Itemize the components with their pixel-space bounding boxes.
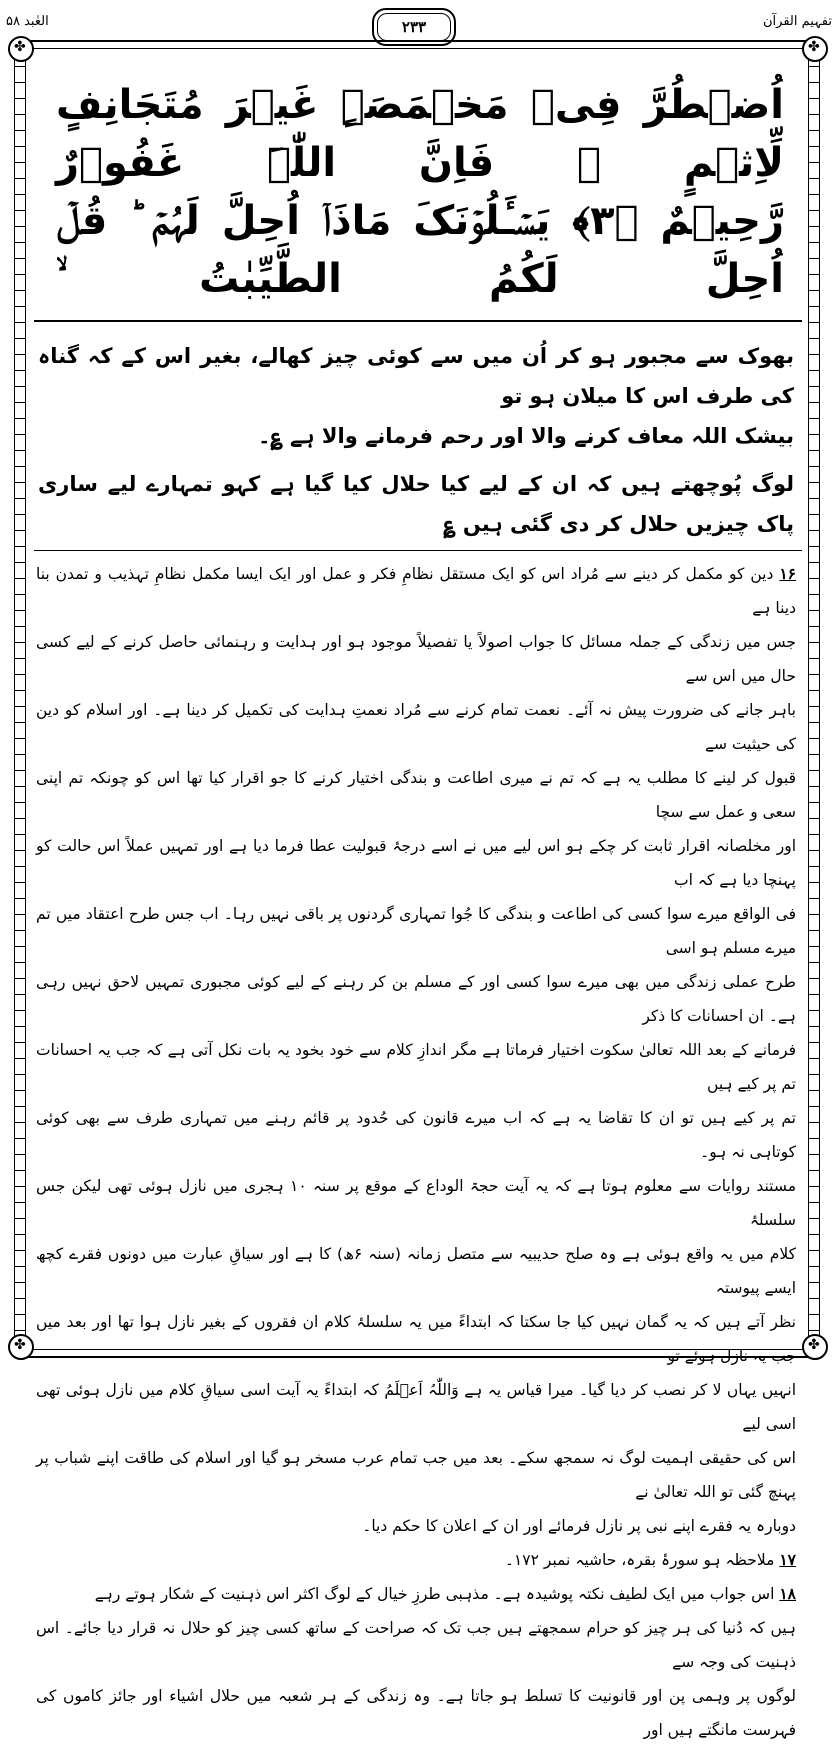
footnote-line: باہر جانے کی ضرورت پیش نہ آئے۔ نعمت تمام کرنے سے مُراد نعمتِ ہدایت کی تکمیل کر دینا ہے۔ اور اسلام کو دین کی حیثیت سے xyxy=(36,701,796,753)
surah-header-left: العٰبد ۵۸ xyxy=(6,14,49,29)
translation-line: بھوک سے مجبور ہو کر اُن میں سے کوئی چیز کھالے، بغیر اس کے کہ گناہ کی طرف اس کا میلان ہو تو xyxy=(38,344,794,408)
footnote-line: انہیں یہاں لا کر نصب کر دیا گیا۔ میرا قیاس یہ ہے وَاللّٰہُ اَعۡلَمُ کہ ابتداءً یہ آیت اسی سیاقِ کلام میں نازل ہوئی تھی اسی لیے xyxy=(36,1381,796,1433)
footnote-line: قبول کر لینے کا مطلب یہ ہے کہ تم نے میری اطاعت و بندگی اختیار کرنے کا جو اقرار کیا تھا اس کو چونکہ تم اپنی سعی و عمل سے سچا xyxy=(36,769,796,821)
footnote-line: ۱۸ اس جواب میں ایک لطیف نکتہ پوشیدہ ہے۔ مذہبی طرزِ خیال کے لوگ اکثر اس ذہنیت کے شکار ہوتے رہے xyxy=(94,1584,796,1603)
translation-line: لوگ پُوچھتے ہیں کہ ان کے لیے کیا حلال کیا گیا ہے کہو تمہارے لیے ساری پاک چیزیں حلال کر دی گئی ہیں ؏ xyxy=(38,472,794,536)
footnote-line: ہیں کہ دُنیا کی ہر چیز کو حرام سمجھتے ہیں جب تک کہ صراحت کے ساتھ کسی چیز کو حلال نہ قرار دیا جائے۔ اس ذہنیت کی وجہ سے xyxy=(36,1619,796,1671)
footnote-line: اس کی حقیقی اہمیت لوگ نہ سمجھ سکے۔ بعد میں جب تمام عرب مسخر ہو گیا اور اسلام کی طاقت اپنے شباب پر پہنچ گئی تو اللہ تعالیٰ نے xyxy=(36,1449,796,1501)
arabic-verse-line: اُضۡطُرَّ فِیۡ مَخۡمَصَۃٍ غَیۡرَ مُتَجَانِفٍ لِّاِثۡمٍ ۙ فَاِنَّ اللّٰہَ غَفُوۡرٌ xyxy=(56,82,784,186)
footnote-line: ۱۷ ملاحظہ ہو سورۂ بقرہ، حاشیہ نمبر ۱۷۲۔ xyxy=(504,1550,796,1569)
footnote-line: فرمانے کے بعد اللہ تعالیٰ سکوت اختیار فرماتا ہے مگر اندازِ کلام سے خود بخود یہ بات نکل آتی ہے کہ جب یہ احسانات تم پر کیے ہیں xyxy=(36,1041,796,1093)
footnote-line: اور مخلصانہ اقرار ثابت کر چکے ہو اس لیے میں نے اسے درجۂ قبولیت عطا فرما دیا ہے اور تمہیں عملاً اس حالت کو پہنچا دیا ہے کہ اب xyxy=(36,837,796,889)
footnote-line: تم پر کیے ہیں تو ان کا تقاضا یہ ہے کہ اب میرے قانون کی حُدود پر قائم رہنے میں تمہاری طرف سے بھی کوئی کوتاہی نہ ہو۔ xyxy=(36,1109,796,1161)
footnote-line: مستند روایات سے معلوم ہوتا ہے کہ یہ آیت حجۃ الوداع کے موقع پر سنہ ۱۰ ہجری میں نازل ہوئی تھی لیکن جس سلسلۂ xyxy=(36,1177,796,1229)
footnote-line: ۱۶ دین کو مکمل کر دینے سے مُراد اس کو ایک مستقل نظامِ فکر و عمل اور ایک ایسا مکمل نظامِ تہذیب و تمدن بنا دینا ہے xyxy=(36,564,796,617)
left-border-rail xyxy=(14,40,26,1358)
translation-line: بیشک اللہ معاف کرنے والا اور رحم فرمانے والا ہے ؏۔ xyxy=(258,424,794,448)
footnote-number: ۱۸ xyxy=(779,1584,796,1603)
content-column xyxy=(30,52,806,1747)
page-number: ۲۳۳ xyxy=(401,18,427,36)
translation-block xyxy=(30,322,806,544)
footnote-line: فی الواقع میرے سوا کسی کی اطاعت و بندگی کا جُوا تمہاری گردنوں پر باقی نہیں رہا۔ اب جس طرح اعتقاد میں تم میرے مسلم ہو اسی xyxy=(36,905,796,957)
right-border-rail xyxy=(808,40,820,1358)
footnote-line: جس میں زندگی کے جملہ مسائل کا جواب اصولاً یا تفصیلاً موجود ہو اور ہدایت و رہنمائی حاصل کرنے کے لیے کسی حال میں اس سے xyxy=(36,633,796,685)
footnote-line: نظر آتے ہیں کہ یہ گمان نہیں کیا جا سکتا کہ ابتداءً میں یہ سلسلۂ کلام ان فقروں کے بغیر نازل ہوا تھا اور بعد میں جب یہ نازل ہوئے تو xyxy=(36,1313,796,1365)
footnote-number: ۱۷ xyxy=(779,1550,796,1569)
footnote-line: کلام میں یہ واقع ہوئی ہے وہ صلح حدیبیہ سے متصل زمانہ (سنہ ۶ھ) کا ہے اور سیاقِ عبارت میں دونوں فقرے کچھ ایسے پیوستہ xyxy=(36,1245,796,1297)
footnote-line: دوبارہ یہ فقرے اپنے نبی پر نازل فرمائے اور ان کے اعلان کا حکم دیا۔ xyxy=(362,1517,796,1535)
footnotes-block xyxy=(30,551,806,1747)
arabic-verse-block xyxy=(30,52,806,308)
footnote-line: لوگوں پر وہمی پن اور قانونیت کا تسلط ہو جاتا ہے۔ وہ زندگی کے ہر شعبہ میں حلال اشیاء اور جائز کاموں کی فہرست مانگتے ہیں اور xyxy=(36,1687,796,1739)
arabic-verse-line: رَّحِیۡمٌ ﴿۳﴾ یَسۡـَٔلُوۡنَکَ مَاذَاۤ اُحِلَّ لَہُمۡ ؕ قُلۡ اُحِلَّ لَکُمُ الطَّیِّبٰتُ ۙ xyxy=(56,198,784,302)
footnote-number: ۱۶ xyxy=(779,564,796,583)
book-title-header: تفہیم القرآن xyxy=(763,14,832,29)
footnote-line: طرح عملی زندگی میں بھی میرے سوا کسی اور کے مسلم بن کر رہنے کے لیے کوئی مجبوری تمہیں لاحق نہیں رہی ہے۔ ان احسانات کا ذکر xyxy=(36,973,796,1025)
